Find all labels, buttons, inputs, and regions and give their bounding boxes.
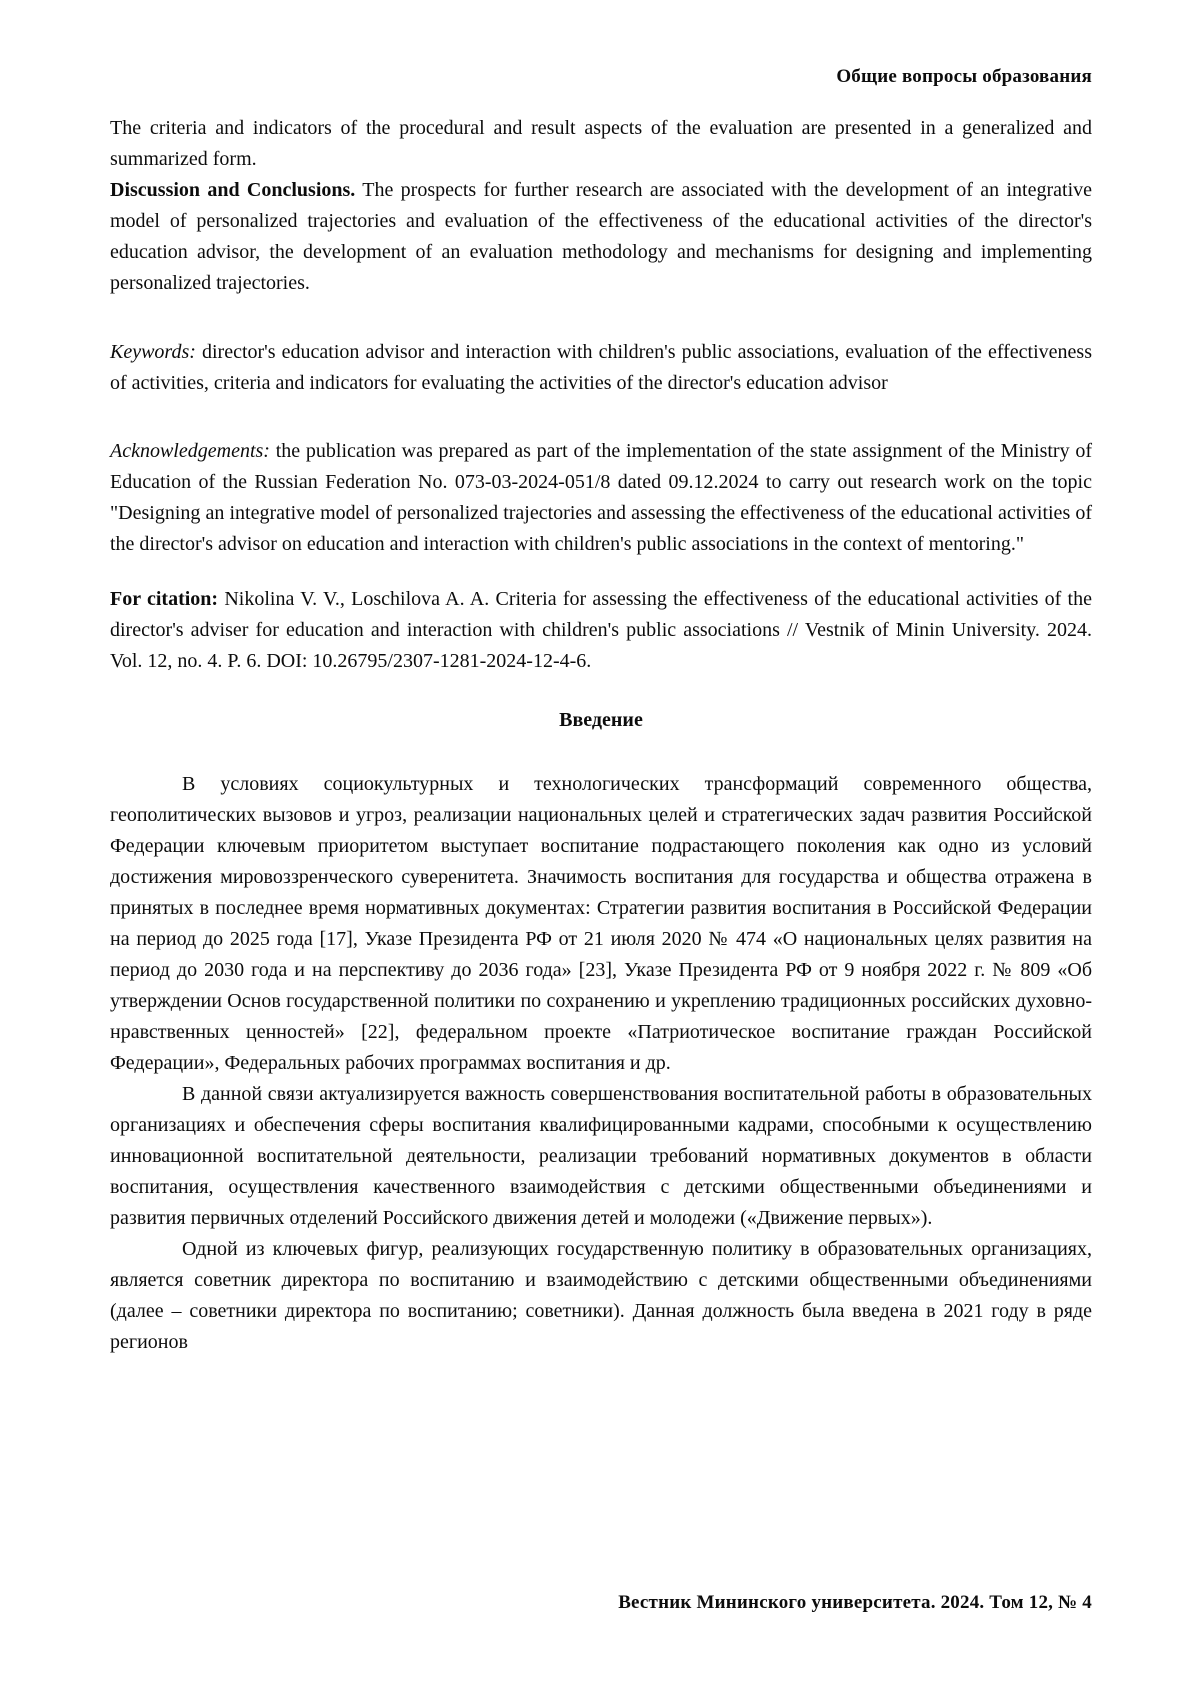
- introduction-paragraph-2: В данной связи актуализируется важность совершенствования воспитательной работы в образовательных организациях и обеспечения сферы воспитания квалифицированными кадрами, способными к осуществлению инновационной воспитательной деятельности, реализации требований нормативных документов в области воспитания, осуществления качественного взаимодействия с детскими общественными объединениями и развития первичных отделений Российского движения детей и молодежи («Движение первых»).: [110, 1083, 1092, 1229]
- discussion-and-conclusions-text: The prospects for further research are associated with the development of an integrative model of personalized trajectories and evaluation of the effectiveness of the educational activities of the director's education advisor, the development of an evaluation methodology and mechanisms for designing and implementing personalized trajectories.: [110, 179, 1093, 294]
- discussion-and-conclusions-label: Discussion and Conclusions.: [110, 179, 356, 201]
- abstract-discussion-paragraph: [110, 175, 1092, 299]
- introduction-heading: Введение: [559, 709, 643, 731]
- citation-paragraph: [110, 584, 1092, 677]
- acknowledgements-label: Acknowledgements:: [110, 440, 270, 462]
- abstract-results-text: The criteria and indicators of the procedural and result aspects of the evaluation are presented in a generalized and summarized form.: [110, 117, 1092, 170]
- abstract-results-paragraph: [110, 113, 1092, 175]
- acknowledgements-text: the publication was prepared as part of the implementation of the state assignment of the Ministry of Education of the Russian Federation No. 073-03-2024-051/8 dated 09.12.2024 to carry out research work on the topic "Designing an integrative model of personalized trajectories and assessing the effectiveness of the educational activities of the director's advisor on education and interaction with children's public associations in the context of mentoring.": [110, 440, 1092, 555]
- keywords-label: Keywords:: [110, 341, 196, 363]
- keywords-paragraph: [110, 337, 1092, 399]
- running-head: Общие вопросы образования: [836, 66, 1092, 87]
- for-citation-label: For citation:: [110, 588, 219, 610]
- introduction-paragraph-3: Одной из ключевых фигур, реализующих государственную политику в образовательных организациях, является советник директора по воспитанию и взаимодействию с детскими общественными объединениями (далее – советники директора по воспитанию; советники). Данная должность была введена в 2021 году в ряде регионов: [110, 1238, 1092, 1353]
- for-citation-text: Nikolina V. V., Loschilova A. A. Criteria for assessing the effectiveness of the educational activities of the director's adviser for education and interaction with children's public associations // Vestnik of Minin University. 2024. Vol. 12, no. 4. P. 6. DOI: 10.26795/2307-1281-2024-12-4-6.: [110, 588, 1092, 672]
- journal-footer: Вестник Мининского университета. 2024. Том 12, № 4: [618, 1592, 1092, 1613]
- acknowledgements-paragraph: [110, 436, 1092, 560]
- keywords-text: director's education advisor and interaction with children's public associations, evaluation of the effectiveness of activities, criteria and indicators for evaluating the activities of the director's education advisor: [110, 341, 1092, 394]
- introduction-paragraph-1: В условиях социокультурных и технологических трансформаций современного общества, геополитических вызовов и угроз, реализации национальных целей и стратегических задач развития Российской Федерации ключевым приоритетом выступает воспитание подрастающего поколения как одно из условий достижения мировоззренческого суверенитета. Значимость воспитания для государства и общества отражена в принятых в последнее время нормативных документах: Стратегии развития воспитания в Российской Федерации на период до 2025 года [17], Указе Президента РФ от 21 июля 2020 № 474 «О национальных целях развития на период до 2030 года и на перспективу до 2036 года» [23], Указе Президента РФ от 9 ноября 2022 г. № 809 «Об утверждении Основ государственной политики по сохранению и укреплению традиционных российских духовно-нравственных ценностей» [22], федеральном проекте «Патриотическое воспитание граждан Российской Федерации», Федеральных рабочих программах воспитания и др.: [110, 773, 1092, 1074]
